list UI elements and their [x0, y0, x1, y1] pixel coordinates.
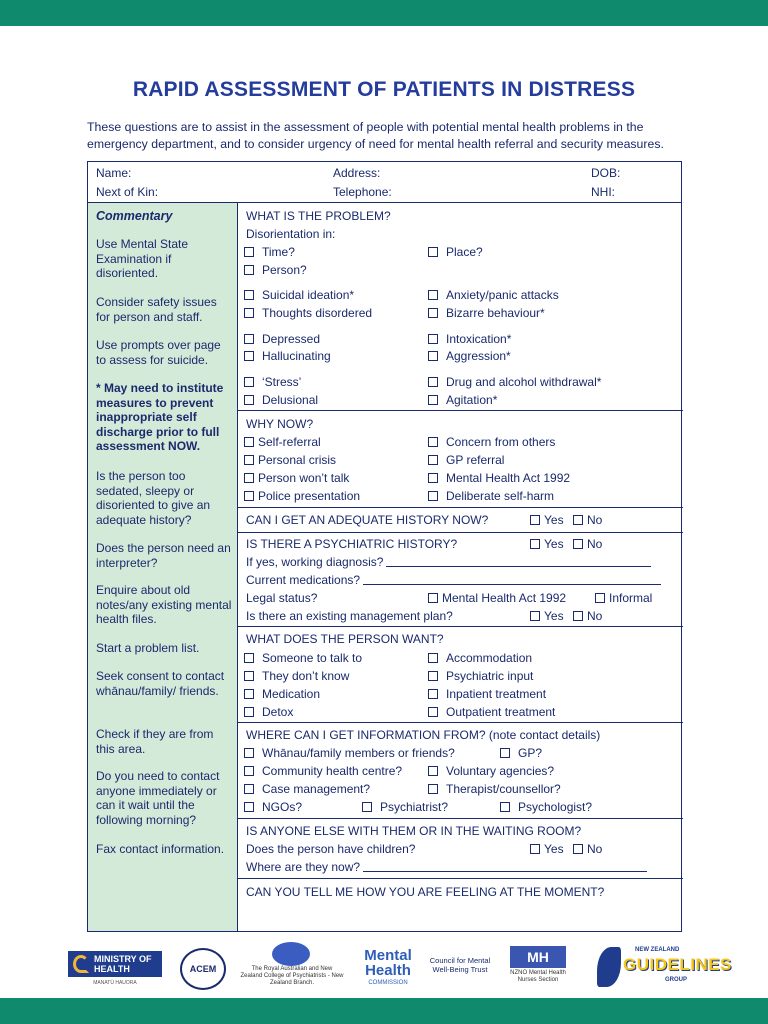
- checkbox-item[interactable]: NGOs?: [244, 800, 302, 814]
- checkbox-item[interactable]: GP referral: [428, 453, 504, 467]
- gl-main-text: GUIDELINES: [623, 955, 732, 974]
- checkbox[interactable]: [244, 265, 254, 275]
- acem-logo: ACEM: [180, 948, 226, 990]
- checkbox-item[interactable]: Thoughts disordered: [244, 306, 372, 320]
- diagnosis-field[interactable]: If yes, working diagnosis?: [246, 555, 651, 569]
- yes-option[interactable]: Yes: [530, 609, 564, 623]
- checkbox-item[interactable]: Aggression*: [428, 349, 511, 363]
- problem-heading: WHAT IS THE PROBLEM?: [246, 209, 391, 223]
- checkbox[interactable]: [428, 473, 438, 483]
- adequate-history-section: [238, 508, 683, 533]
- commentary-note: Use prompts over page to assess for suicide.: [96, 338, 221, 367]
- checkbox-item[interactable]: Someone to talk to: [244, 651, 362, 665]
- checkbox-item[interactable]: Community health centre?: [244, 764, 402, 778]
- checkbox[interactable]: [428, 377, 438, 387]
- checkbox[interactable]: [244, 748, 254, 758]
- name-field[interactable]: Name:: [96, 166, 132, 180]
- nzno-logo: MH: [510, 946, 566, 968]
- checkbox[interactable]: [244, 334, 254, 344]
- assessment-box: [87, 203, 682, 932]
- feeling-section: [238, 879, 683, 932]
- checkbox-item[interactable]: Police presentation: [244, 489, 360, 503]
- checkbox-item[interactable]: Medication: [244, 687, 320, 701]
- checkbox[interactable]: [573, 539, 583, 549]
- no-option[interactable]: No: [573, 842, 602, 856]
- checkbox-item[interactable]: GP?: [500, 746, 542, 760]
- checkbox[interactable]: [244, 437, 254, 447]
- checkbox-item[interactable]: Drug and alcohol withdrawal*: [428, 375, 601, 389]
- checkbox-item[interactable]: Mental Health Act 1992: [428, 471, 570, 485]
- checkbox[interactable]: [428, 334, 438, 344]
- checkbox-item[interactable]: Case management?: [244, 782, 370, 796]
- legal-status-label: Legal status?: [246, 591, 318, 605]
- disorientation-label: Disorientation in:: [246, 227, 336, 241]
- checkbox-item[interactable]: Suicidal ideation*: [244, 288, 354, 302]
- commentary-note: Consider safety issues for person and staff.: [96, 295, 217, 324]
- checkbox-item[interactable]: Bizarre behaviour*: [428, 306, 545, 320]
- telephone-field[interactable]: Telephone:: [333, 185, 392, 199]
- checkbox[interactable]: [428, 491, 438, 501]
- checkbox-item[interactable]: Time?: [244, 245, 295, 259]
- commentary-note: Do you need to contact anyone immediately or can it wait until the following morning?: [96, 769, 220, 827]
- checkbox-item[interactable]: Voluntary agencies?: [428, 764, 554, 778]
- person-want-section: [238, 627, 683, 723]
- checkbox[interactable]: [500, 748, 510, 758]
- commentary-column: [88, 203, 238, 931]
- checkbox[interactable]: [244, 707, 254, 717]
- checkbox[interactable]: [530, 844, 540, 854]
- dob-field[interactable]: DOB:: [591, 166, 621, 180]
- informal-option[interactable]: Informal: [595, 591, 652, 605]
- psych-history-heading: IS THERE A PSYCHIATRIC HISTORY?: [246, 537, 458, 551]
- checkbox-item[interactable]: Place?: [428, 245, 483, 259]
- psychiatric-history-section: [238, 533, 683, 627]
- feeling-heading[interactable]: CAN YOU TELL ME HOW YOU ARE FEELING AT THE MOMENT?: [246, 885, 605, 899]
- checkbox-item[interactable]: Whānau/family members or friends?: [244, 746, 455, 760]
- page-title: RAPID ASSESSMENT OF PATIENTS IN DISTRESS: [132, 78, 636, 101]
- gl-sub-text: GROUP: [665, 977, 688, 983]
- yes-option[interactable]: Yes: [530, 537, 564, 551]
- mental-health-commission-logo: [362, 948, 414, 978]
- no-option[interactable]: No: [573, 513, 602, 527]
- intro-text: These questions are to assist in the assessment of people with potential mental health problems in the emergency department, and to consider urgency of need for mental health referral and security measures.: [87, 120, 664, 151]
- checkbox[interactable]: [244, 689, 254, 699]
- checkbox[interactable]: [530, 539, 540, 549]
- mhc-line2: Health: [365, 962, 411, 979]
- checkbox[interactable]: [244, 290, 254, 300]
- no-option[interactable]: No: [573, 537, 602, 551]
- ranzcp-logo-text: The Royal Australian and New Zealand College of Psychiatrists - New Zealand Branch.: [240, 966, 344, 986]
- checkbox-item[interactable]: Psychiatric input: [428, 669, 533, 683]
- adequate-history-question: CAN I GET AN ADEQUATE HISTORY NOW?: [246, 513, 489, 527]
- council-mental-wellbeing-logo: Council for Mental Well-Being Trust: [429, 956, 491, 974]
- nz-guidelines-group-logo: [595, 945, 732, 989]
- checkbox[interactable]: [428, 437, 438, 447]
- checkbox[interactable]: [244, 377, 254, 387]
- management-plan-label: Is there an existing management plan?: [246, 609, 453, 623]
- checkbox[interactable]: [573, 611, 583, 621]
- checkbox[interactable]: [428, 308, 438, 318]
- why-now-heading: WHY NOW?: [246, 417, 314, 431]
- checkbox-item[interactable]: Depressed: [244, 332, 320, 346]
- checkbox[interactable]: [428, 784, 438, 794]
- mhc-subtitle: COMMISSION: [368, 980, 408, 986]
- commentary-title: Commentary: [96, 209, 173, 223]
- children-question: Does the person have children?: [246, 842, 416, 856]
- checkbox-item[interactable]: Person?: [244, 263, 307, 277]
- checkbox[interactable]: [244, 395, 254, 405]
- checkbox[interactable]: [244, 671, 254, 681]
- yes-option[interactable]: Yes: [530, 513, 564, 527]
- moh-subtitle: MANATŪ HAUORA: [93, 980, 137, 986]
- info-from-heading: WHERE CAN I GET INFORMATION FROM? (note contact details): [246, 728, 601, 742]
- checkbox[interactable]: [500, 802, 510, 812]
- checkbox[interactable]: [428, 455, 438, 465]
- checkbox[interactable]: [428, 247, 438, 257]
- commentary-note: Is the person too sedated, sleepy or disoriented to give an adequate history?: [96, 469, 211, 527]
- checkbox-item[interactable]: Accommodation: [428, 651, 532, 665]
- checkbox[interactable]: [573, 515, 583, 525]
- commentary-note: Seek consent to contact whānau/family/ friends.: [96, 669, 225, 698]
- where-are-they-field[interactable]: Where are they now?: [246, 860, 647, 874]
- checkbox[interactable]: [530, 515, 540, 525]
- checkbox-item[interactable]: Hallucinating: [244, 349, 331, 363]
- checkbox-item[interactable]: Personal crisis: [244, 453, 336, 467]
- checkbox-item[interactable]: Anxiety/panic attacks: [428, 288, 559, 302]
- person-want-heading: WHAT DOES THE PERSON WANT?: [246, 632, 444, 646]
- checkbox-item[interactable]: Deliberate self-harm: [428, 489, 554, 503]
- checkbox[interactable]: [244, 247, 254, 257]
- checkbox[interactable]: [244, 784, 254, 794]
- checkbox[interactable]: [573, 844, 583, 854]
- moh-logo-text: MINISTRY OF HEALTH: [94, 954, 152, 974]
- checkbox[interactable]: [362, 802, 372, 812]
- checkbox[interactable]: [595, 593, 605, 603]
- commentary-note-warning: * May need to institute measures to prevent inappropriate self discharge prior to full assessment NOW.: [96, 381, 224, 454]
- nzno-subtitle: NZNO Mental Health Nurses Section: [510, 970, 566, 983]
- checkbox-item[interactable]: Inpatient treatment: [428, 687, 546, 701]
- checkbox[interactable]: [244, 455, 254, 465]
- checkbox-item[interactable]: Concern from others: [428, 435, 555, 449]
- moh-emblem-icon: [73, 955, 89, 973]
- checkbox-item[interactable]: Intoxication*: [428, 332, 511, 346]
- checkbox[interactable]: [244, 308, 254, 318]
- checkbox-item[interactable]: Detox: [244, 705, 293, 719]
- checkbox[interactable]: [428, 671, 438, 681]
- nhi-field[interactable]: NHI:: [591, 185, 615, 199]
- checkbox[interactable]: [428, 395, 438, 405]
- commentary-note: Does the person need an interpreter?: [96, 541, 231, 570]
- commentary-note: Use Mental State Examination if disoriented.: [96, 237, 189, 281]
- checkbox[interactable]: [428, 707, 438, 717]
- checkbox[interactable]: [428, 689, 438, 699]
- checkbox[interactable]: [244, 473, 254, 483]
- checkbox-item[interactable]: Self-referral: [244, 435, 321, 449]
- checkbox[interactable]: [428, 653, 438, 663]
- why-now-section: [238, 411, 683, 508]
- checkbox-item[interactable]: ‘Stress’: [244, 375, 301, 389]
- anyone-else-section: [238, 819, 683, 879]
- checkbox-item[interactable]: Person won’t talk: [244, 471, 349, 485]
- top-color-bar: [0, 0, 768, 26]
- medications-field[interactable]: Current medications?: [246, 573, 661, 587]
- bottom-color-bar: [0, 998, 768, 1024]
- checkbox-item[interactable]: They don’t know: [244, 669, 349, 683]
- checkbox-item[interactable]: Outpatient treatment: [428, 705, 555, 719]
- checkbox[interactable]: [244, 802, 254, 812]
- commentary-note: Check if they are from this area.: [96, 727, 214, 756]
- no-option[interactable]: No: [573, 609, 602, 623]
- checkbox-item[interactable]: Therapist/counsellor?: [428, 782, 561, 796]
- checkbox-item[interactable]: Psychologist?: [500, 800, 592, 814]
- information-source-section: [238, 723, 683, 819]
- yes-option[interactable]: Yes: [530, 842, 564, 856]
- checkbox-item[interactable]: Delusional: [244, 393, 318, 407]
- checkbox[interactable]: [428, 766, 438, 776]
- checkbox[interactable]: [244, 491, 254, 501]
- checkbox[interactable]: [244, 653, 254, 663]
- mha-option[interactable]: Mental Health Act 1992: [428, 591, 566, 605]
- checkbox-item[interactable]: Psychiatrist?: [362, 800, 448, 814]
- ranzcp-crest-icon: [272, 942, 310, 966]
- checkbox[interactable]: [244, 766, 254, 776]
- ministry-of-health-logo: [68, 951, 162, 977]
- commentary-note: Start a problem list.: [96, 641, 200, 655]
- checkbox[interactable]: [428, 351, 438, 361]
- commentary-note: Fax contact information.: [96, 842, 225, 856]
- fern-icon: [597, 947, 621, 987]
- checkbox-item[interactable]: Agitation*: [428, 393, 497, 407]
- mhc-line1: Mental: [364, 947, 412, 964]
- problem-section: [238, 203, 683, 411]
- checkbox[interactable]: [428, 290, 438, 300]
- checkbox[interactable]: [530, 611, 540, 621]
- checkbox[interactable]: [428, 593, 438, 603]
- checkbox[interactable]: [244, 351, 254, 361]
- gl-top-text: NEW ZEALAND: [635, 947, 680, 953]
- patient-details-box: [87, 161, 682, 203]
- anyone-else-heading: IS ANYONE ELSE WITH THEM OR IN THE WAITING ROOM?: [246, 824, 582, 838]
- address-field[interactable]: Address:: [333, 166, 381, 180]
- next-of-kin-field[interactable]: Next of Kin:: [96, 185, 159, 199]
- commentary-note: Enquire about old notes/any existing mental health files.: [96, 583, 232, 627]
